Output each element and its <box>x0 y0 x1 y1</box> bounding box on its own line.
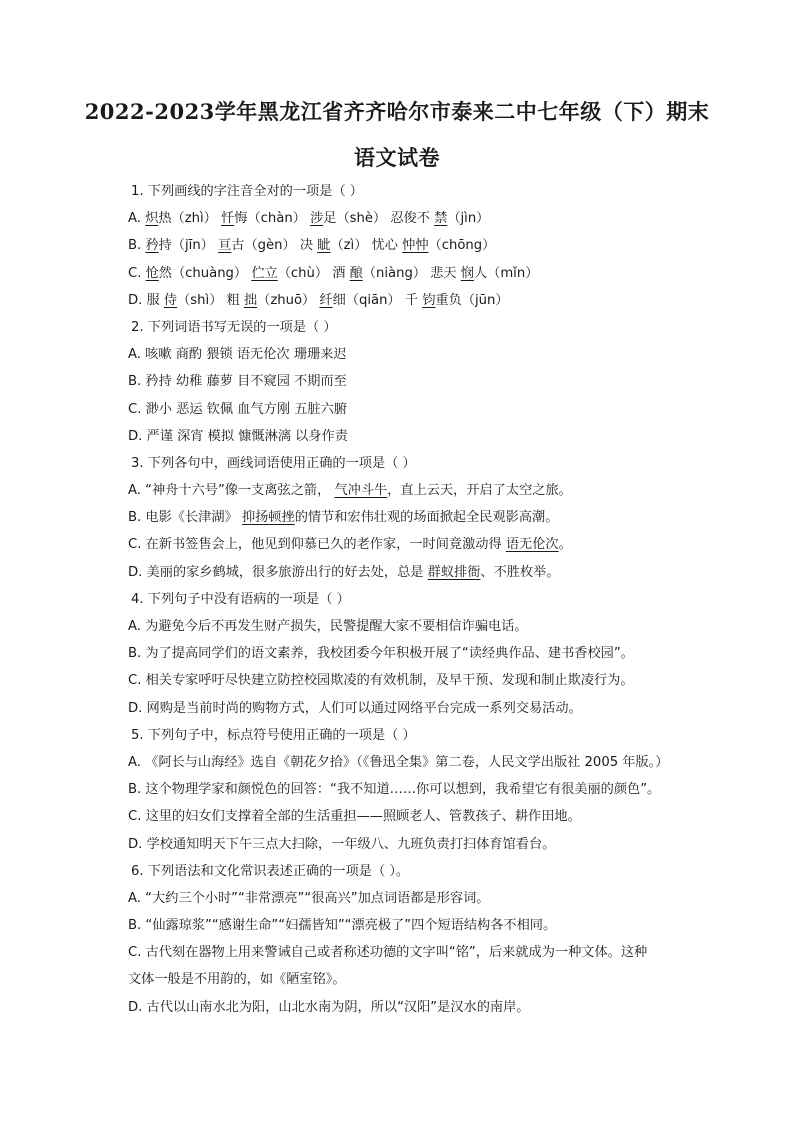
question-6-option-a: A. “大约三个小时”“非常漂亮”“很高兴”加点词语都是形容词。 <box>128 890 490 906</box>
exam-title: 2022-2023学年黑龙江省齐齐哈尔市泰来二中七年级（下）期末 <box>84 99 710 124</box>
exam-subtitle: 语文试卷 <box>354 145 440 170</box>
question-4-option-b: B. 为了提高同学们的语文素养，我校团委今年积极开展了“读经典作品、建书香校园”。 <box>128 646 634 662</box>
question-6-option-c-continued: 文体一般是不用韵的，如《陋室铭》。 <box>128 972 346 988</box>
question-5-option-d: D. 学校通知明天下午三点大扫除，一年级八、九班负责打扫体育馆看台。 <box>128 836 556 852</box>
question-6-option-c: C. 古代刻在器物上用来警诫自己或者称述功德的文字叫“铭”，后来就成为一种文体。这种 <box>128 945 648 961</box>
question-3-stem: 3. 下列各句中，画线词语使用正确的一项是（ ） <box>131 455 416 471</box>
question-4-option-a: A. 为避免今后不再发生财产损失，民警提醒大家不要相信诈骗电话。 <box>128 619 528 634</box>
question-2-option-b: B. 矜持 幼稚 藤萝 目不窥园 不期而至 <box>128 374 347 390</box>
question-1-stem: 1. 下列画线的字注音全对的一项是（ ） <box>131 184 363 199</box>
question-5-option-c: C. 这里的妇女们支撑着全部的生活重担——照顾老人、管教孩子、耕作田地。 <box>128 809 581 825</box>
question-2-option-a: A. 咳嗽 商酌 猥锁 语无伦次 珊珊来迟 <box>128 347 347 363</box>
question-5-option-a: A. 《阿长与山海经》选自《朝花夕拾》（《鲁迅全集》第二卷，人民文学出版社 2005 年版。） <box>128 754 669 770</box>
question-4-stem: 4. 下列句子中没有语病的一项是（ ） <box>131 591 350 607</box>
question-1-option-a: A. 炽热（zhì） 忏悔（chàn） 涉足（shè） 忍俊不 禁（jìn） <box>128 211 490 227</box>
question-6-option-d: D. 古代以山南水北为阳，山北水南为阴，所以“汉阳”是汉水的南岸。 <box>128 999 530 1015</box>
question-2-stem: 2. 下列词语书写无误的一项是（ ） <box>131 319 337 335</box>
question-3-option-a: A. “神舟十六号”像一支离弦之箭， 气冲斗牛，直上云天，开启了太空之旅。 <box>128 483 572 499</box>
question-1-option-c: C. 怆然（chuàng） 伫立（chù） 酒 酿（niàng） 悲天 悯人（mǐn） <box>128 265 539 281</box>
question-4-option-c: C. 相关专家呼吁尽快建立防控校园欺凌的有效机制，及早干预、发现和制止欺凌行为。 <box>128 673 634 689</box>
question-2-option-d: D. 严谨 深宵 模拟 慷慨淋漓 以身作责 <box>128 428 348 444</box>
question-1-option-b: B. 矜持（jīn） 亘古（gèn） 决 眦（zì） 忧心 忡忡（chōng） <box>128 238 496 254</box>
question-3-option-b: B. 电影《长津湖》 抑扬顿挫的情节和宏伟壮观的场面掀起全民观影高潮。 <box>128 510 559 526</box>
question-4-option-d: D. 网购是当前时尚的购物方式，人们可以通过网络平台完成一系列交易活动。 <box>128 700 582 716</box>
question-5-option-b: B. 这个物理学家和颜悦色的回答：“我不知道……你可以想到，我希望它有很美丽的颜色”。 <box>128 782 661 798</box>
question-3-option-c: C. 在新书签售会上，他见到仰慕已久的老作家，一时间竟激动得 语无伦次。 <box>128 537 572 553</box>
question-6-option-b: B. “仙露琼浆”“感谢生命”“妇孺皆知”“漂亮极了”四个短语结构各不相同。 <box>128 918 557 934</box>
questions-body <box>128 178 728 1021</box>
question-3-option-d: D. 美丽的家乡鹤城，很多旅游出行的好去处，总是 群蚁排衙、不胜枚举。 <box>128 564 560 580</box>
question-5-stem: 5. 下列句子中，标点符号使用正确的一项是（ ） <box>131 727 416 743</box>
question-6-stem: 6. 下列语法和文化常识表述正确的一项是（ ）。 <box>131 863 410 879</box>
question-1-option-d: D. 服 侍（shì） 粗 拙（zhuō） 纤细（qiān） 千 钧重负（jūn） <box>128 292 509 308</box>
question-2-option-c: C. 渺小 恶运 钦佩 血气方刚 五脏六腑 <box>128 401 347 417</box>
